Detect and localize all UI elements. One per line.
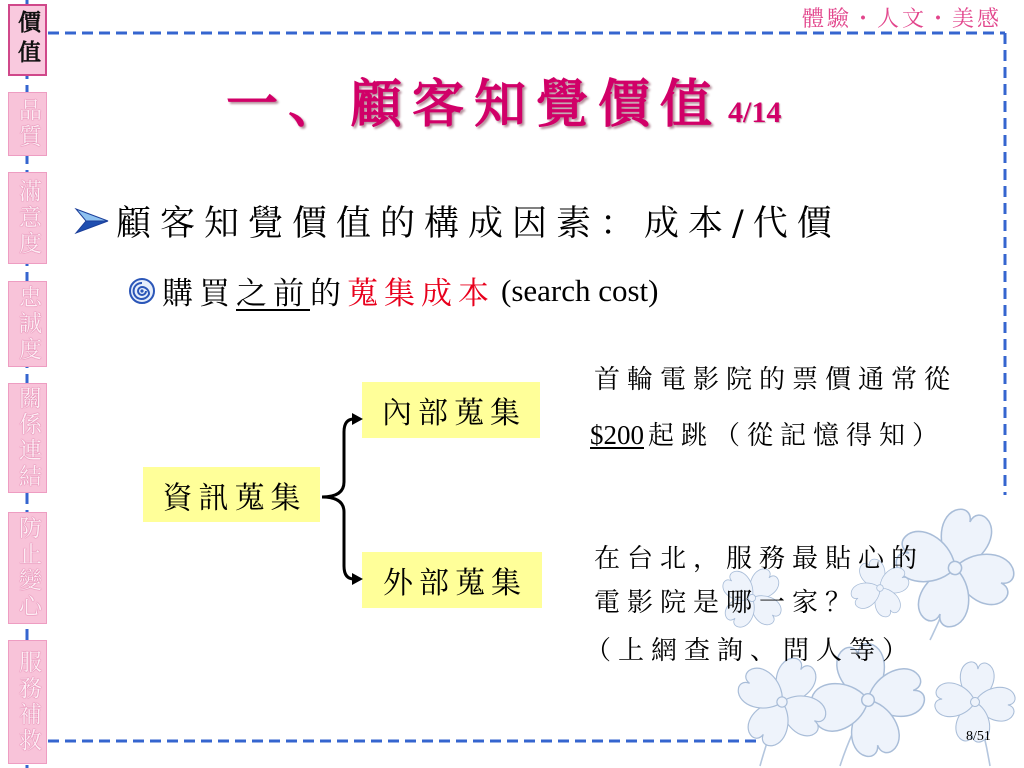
sub-bullet-text-purchase: 購買	[162, 276, 236, 312]
arrow-bullet-icon	[74, 207, 110, 235]
sidebar-tab-label: 價值	[14, 10, 41, 70]
sidebar-tab-label: 關係連結	[15, 386, 41, 490]
sidebar-tab-label: 服務補救	[15, 650, 41, 754]
sidebar-tab-satisfaction[interactable]	[8, 172, 47, 264]
ticket-price: $200	[590, 420, 644, 450]
header-tagline: 體驗・人文・美感	[801, 7, 1002, 32]
sidebar-tab-label: 忠誠度	[15, 285, 41, 363]
sub-bullet-text-before: 之前	[236, 276, 310, 312]
sidebar-tab-label: 防止變心	[15, 516, 41, 620]
title-progress: 4/14	[728, 96, 782, 129]
bullet-text: 顧客知覺價值的構成因素：成本/代價	[116, 204, 841, 244]
sidebar-tab-loyalty[interactable]	[8, 281, 47, 367]
note-internal-line2-text: 起跳（從記憶得知）	[648, 421, 946, 451]
sidebar-tab-retention[interactable]	[8, 512, 47, 624]
title-text: 一、顧客知覺價值	[226, 74, 723, 135]
floral-watermark-flowers	[707, 495, 1024, 766]
slide-title	[226, 62, 781, 137]
sidebar-tab-label: 滿意度	[15, 179, 41, 257]
diagram-root-label: 資訊蒐集	[162, 480, 307, 516]
note-internal-line1: 首輪電影院的票價通常從	[594, 365, 958, 395]
note-external-line2: 電影院是哪一家？	[594, 588, 859, 618]
note-internal-line2	[590, 421, 945, 451]
sidebar-tab-value[interactable]	[8, 4, 47, 76]
bullet-point	[74, 196, 841, 246]
diagram-root-box	[143, 467, 320, 522]
slide-number: 8/51	[966, 729, 991, 744]
sub-bullet-point	[128, 268, 659, 313]
note-external-line3: （上網查詢、問人等）	[585, 636, 916, 666]
sub-bullet-text-of: 的	[310, 276, 347, 312]
diagram-internal-box	[362, 382, 540, 438]
search-cost-english: (search cost)	[501, 272, 659, 308]
diagram-external-box	[362, 552, 542, 608]
swirl-bullet-icon	[128, 277, 156, 305]
search-cost-highlight: 蒐集成本	[347, 276, 495, 312]
diagram-internal-label: 內部蒐集	[382, 396, 526, 431]
sidebar-tab-quality[interactable]	[8, 92, 47, 156]
sidebar-tab-service-recovery[interactable]	[8, 640, 47, 764]
sidebar-tab-label: 品質	[15, 98, 41, 150]
note-external-line1: 在台北，服務最貼心的	[594, 544, 925, 574]
sidebar-tab-relationship[interactable]	[8, 383, 47, 493]
diagram-external-label: 外部蒐集	[383, 566, 527, 601]
